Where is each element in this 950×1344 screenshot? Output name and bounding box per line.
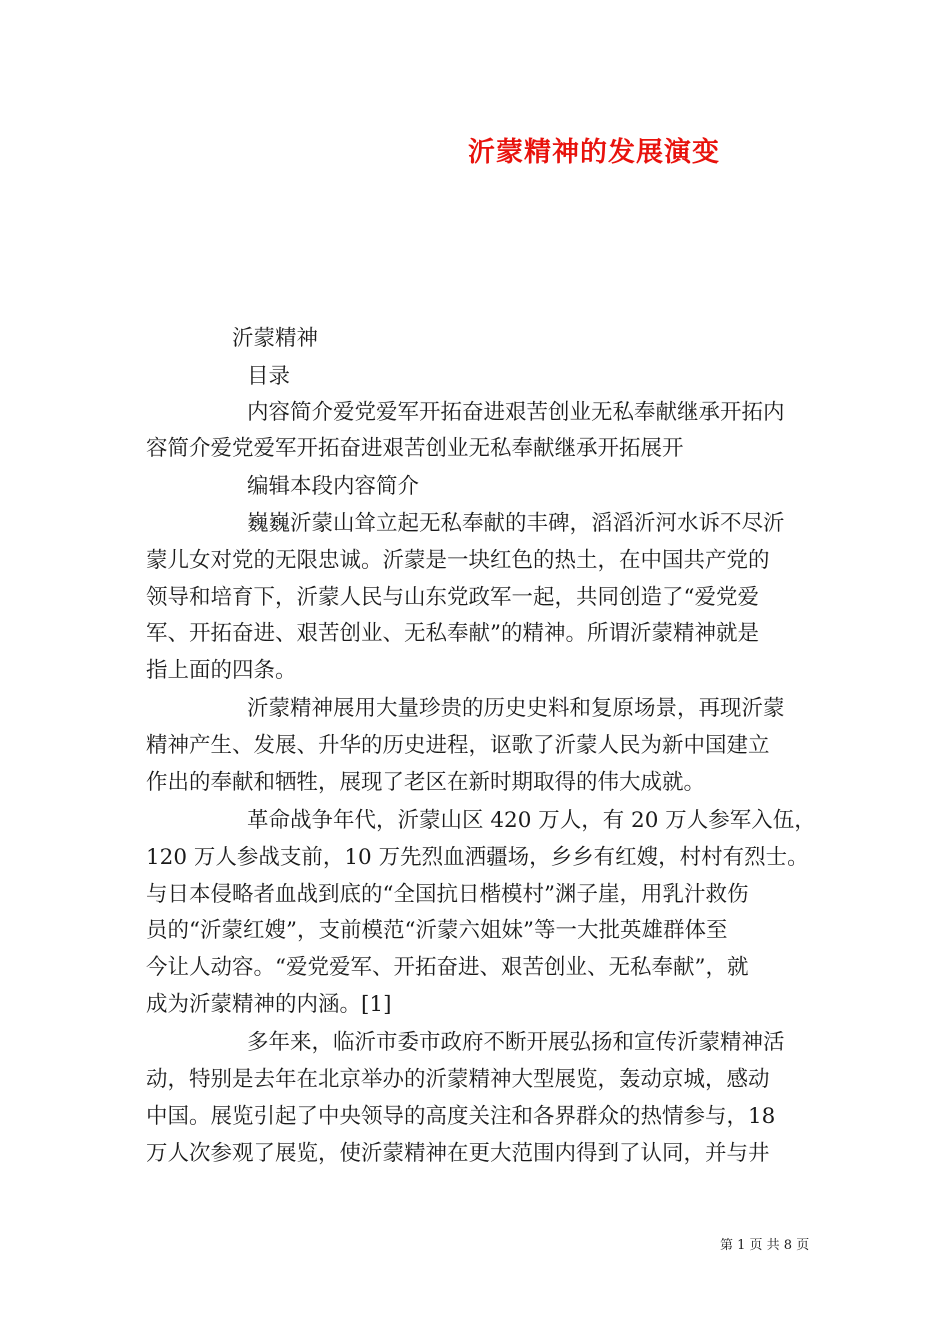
text-line: 军、开拓奋进、艰苦创业、无私奉献”的精神。所谓沂蒙精神就是 <box>146 621 759 646</box>
text-line: 精神产生、发展、升华的历史进程，讴歌了沂蒙人民为新中国建立 <box>146 733 770 758</box>
text-line: 容简介爱党爱军开拓奋进艰苦创业无私奉献继承开拓展开 <box>146 436 684 461</box>
text-line: 沂蒙精神展用大量珍贵的历史史料和复原场景，再现沂蒙 <box>247 696 785 721</box>
text-line: 与日本侵略者血战到底的“全国抗日楷模村”渊子崖，用乳汁救伤 <box>146 882 749 907</box>
text-line: 内容简介爱党爱军开拓奋进艰苦创业无私奉献继承开拓内 <box>247 400 785 425</box>
text-line: 中国。展览引起了中央领导的高度关注和各界群众的热情参与，18 <box>146 1104 776 1129</box>
document-title: 沂蒙精神的发展演变 <box>468 137 720 168</box>
text-line: 动，特别是去年在北京举办的沂蒙精神大型展览，轰动京城，感动 <box>146 1067 770 1092</box>
text-line: 作出的奉献和牺牲，展现了老区在新时期取得的伟大成就。 <box>146 770 706 795</box>
text-line: 成为沂蒙精神的内涵。[1] <box>146 992 392 1017</box>
text-line: 编辑本段内容简介 <box>247 474 420 499</box>
text-line: 目录 <box>247 364 291 389</box>
text-line: 今让人动容。“爱党爱军、开拓奋进、艰苦创业、无私奉献”，就 <box>146 955 749 980</box>
text-line: 领导和培育下，沂蒙人民与山东党政军一起，共同创造了“爱党爱 <box>146 585 759 610</box>
text-line: 蒙儿女对党的无限忠诚。沂蒙是一块红色的热土，在中国共产党的 <box>146 548 770 573</box>
text-line: 巍巍沂蒙山耸立起无私奉献的丰碑，滔滔沂河水诉不尽沂 <box>247 511 785 536</box>
text-line: 120 万人参战支前，10 万先烈血洒疆场，乡乡有红嫂，村村有烈士。 <box>146 845 809 870</box>
text-line: 指上面的四条。 <box>146 658 297 683</box>
text-line: 革命战争年代，沂蒙山区 420 万人，有 20 万人参军入伍， <box>247 808 816 833</box>
text-line: 沂蒙精神 <box>232 326 319 351</box>
page-number: 第 1 页 共 8 页 <box>720 1238 810 1253</box>
text-line: 万人次参观了展览，使沂蒙精神在更大范围内得到了认同，并与井 <box>146 1141 770 1166</box>
text-line: 员的“沂蒙红嫂”，支前模范“沂蒙六姐妹”等一大批英雄群体至 <box>146 918 728 943</box>
text-line: 多年来，临沂市委市政府不断开展弘扬和宣传沂蒙精神活 <box>247 1030 785 1055</box>
